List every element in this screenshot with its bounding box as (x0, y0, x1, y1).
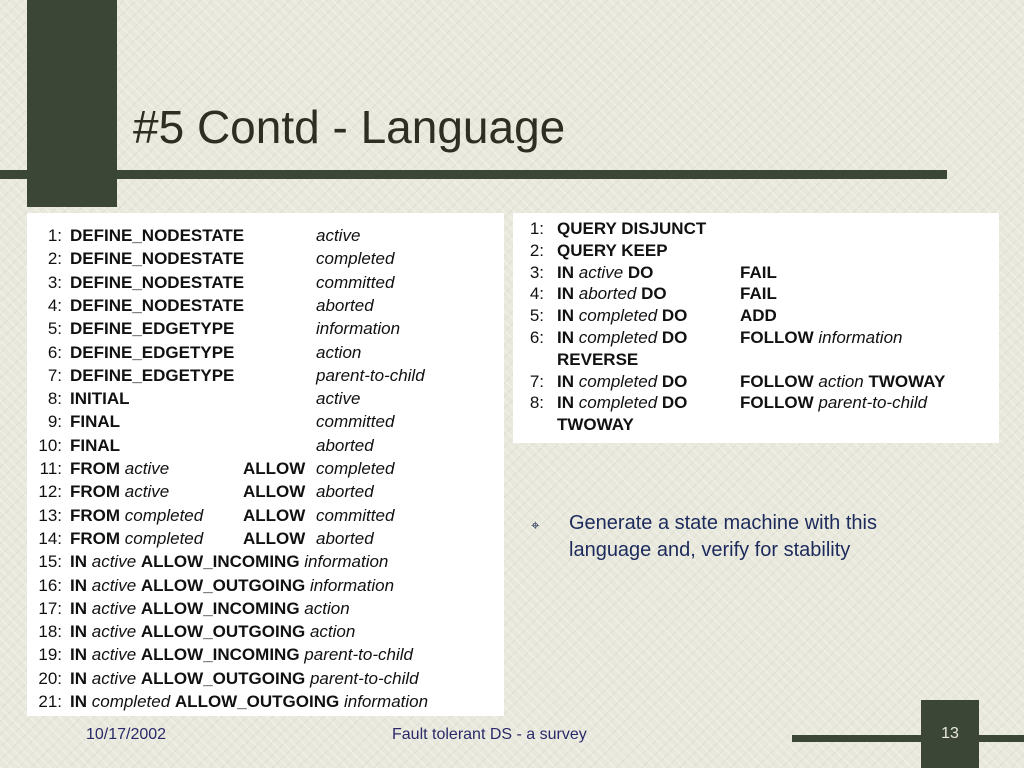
code-line (31, 528, 501, 550)
code-line (31, 621, 501, 643)
keyword: FROM (70, 505, 121, 525)
page-number: 13 (941, 725, 959, 742)
keyword: DO (661, 328, 688, 347)
statement-head (557, 371, 687, 393)
action (740, 392, 927, 414)
state-name: active (578, 262, 624, 282)
code-line (31, 248, 501, 270)
line-number: 8: (47, 389, 62, 409)
argument: committed (316, 272, 395, 292)
line-number: 4: (47, 295, 62, 315)
keyword: REVERSE (557, 349, 639, 369)
code-line (31, 388, 501, 410)
state-name: completed (124, 528, 204, 548)
code-line (31, 575, 501, 597)
edge-type: information (818, 328, 903, 347)
keyword: FAIL (740, 262, 777, 282)
keyword: FOLLOW (740, 328, 814, 347)
statement-head (70, 528, 203, 550)
statement-head (557, 305, 687, 327)
argument: aborted (316, 295, 374, 315)
keyword: DEFINE_NODESTATE (70, 295, 245, 315)
state-name: active (124, 459, 170, 478)
keyword: FINAL (70, 435, 121, 455)
argument: aborted (316, 435, 374, 455)
code-line (31, 342, 501, 364)
argument: parent-to-child (304, 645, 413, 665)
state-name: completed (124, 505, 204, 525)
edge-type: parent-to-child (818, 393, 928, 413)
keyword: DO (661, 306, 688, 326)
argument: active (316, 389, 361, 409)
keyword: DEFINE_EDGETYPE (70, 365, 235, 385)
argument: action (304, 598, 350, 618)
argument: information (304, 552, 389, 572)
code-line (513, 262, 997, 284)
keyword: FOLLOW (740, 371, 814, 391)
statement-head (70, 551, 388, 573)
line-number: 5: (47, 319, 62, 339)
keyword: IN (557, 371, 574, 391)
state-name: active (91, 622, 137, 642)
keyword: IN (557, 284, 574, 304)
keyword: IN (70, 575, 87, 595)
code-line (31, 551, 501, 573)
keyword: ALLOW_INCOMING (140, 645, 300, 665)
statement-head (70, 644, 413, 666)
statement-head (70, 458, 169, 480)
line-number: 9: (47, 412, 62, 432)
keyword: TWOWAY (868, 371, 946, 391)
code-line (513, 240, 997, 262)
argument: parent-to-child (309, 668, 419, 688)
code-line (513, 371, 997, 393)
line-number: 3: (529, 262, 544, 282)
statement-head (557, 327, 687, 349)
code-line (31, 411, 501, 433)
statement-head (557, 262, 653, 284)
code-line (513, 218, 997, 240)
keyword: DO (641, 284, 667, 304)
statement-head (70, 248, 244, 270)
keyword: ADD (740, 306, 777, 326)
code-line (513, 414, 997, 436)
argument: aborted (316, 482, 374, 502)
code-line (513, 327, 997, 349)
state-name: completed (578, 328, 658, 347)
statement-head (70, 691, 428, 713)
keyword: ALLOW (243, 528, 306, 548)
statement-head (70, 411, 120, 433)
code-line (31, 435, 501, 457)
keyword: IN (70, 692, 87, 711)
state-name: completed (578, 393, 658, 413)
line-number: 15: (38, 552, 62, 572)
statement-head (70, 225, 244, 247)
code-line (31, 225, 501, 247)
line-number: 21: (38, 692, 62, 711)
line-number: 20: (38, 668, 62, 688)
state-name: aborted (578, 284, 637, 304)
statement-head (70, 481, 169, 503)
argument: active (316, 226, 361, 245)
line-number: 18: (38, 622, 62, 642)
footer-title: Fault tolerant DS - a survey (392, 726, 587, 743)
argument: completed (316, 249, 395, 269)
keyword: DO (661, 371, 688, 391)
keyword: DEFINE_NODESTATE (70, 249, 245, 269)
action (740, 327, 903, 349)
query-listing (513, 213, 999, 443)
line-number: 2: (47, 249, 62, 269)
keyword: ALLOW_INCOMING (140, 552, 300, 572)
state-name: active (91, 668, 137, 688)
keyword: TWOWAY (557, 415, 634, 435)
statement-head (557, 349, 638, 371)
argument: parent-to-child (316, 365, 425, 385)
keyword: ALLOW_OUTGOING (140, 575, 306, 595)
statement-head (70, 435, 120, 457)
line-number: 17: (38, 598, 62, 618)
code-line (31, 505, 501, 527)
keyword: FROM (70, 482, 121, 502)
title-rule (0, 170, 947, 179)
code-line (513, 349, 997, 371)
line-number: 7: (47, 365, 62, 385)
slide-title: #5 Contd - Language (133, 101, 566, 153)
keyword: ALLOW (243, 482, 306, 502)
state-name: active (124, 482, 170, 502)
statement-head (70, 272, 244, 294)
bullet-square-icon: ⌖ (531, 517, 540, 534)
bullet-text: Generate a state machine with this language and, verify for stability (569, 512, 877, 561)
line-number: 1: (529, 219, 544, 238)
keyword: DO (661, 393, 688, 413)
state-name: completed (578, 306, 658, 326)
code-line (513, 283, 997, 305)
keyword: IN (70, 645, 87, 665)
keyword: DEFINE_EDGETYPE (70, 319, 235, 339)
action (740, 371, 945, 393)
keyword: ALLOW_OUTGOING (174, 692, 340, 711)
keyword: FAIL (740, 284, 777, 304)
code-line (31, 691, 501, 713)
code-line (513, 305, 997, 327)
line-number: 4: (529, 284, 544, 304)
keyword: ALLOW (243, 505, 306, 525)
state-name: completed (578, 371, 658, 391)
statement-head (70, 318, 234, 340)
keyword: ALLOW_OUTGOING (140, 622, 306, 642)
code-line (31, 668, 501, 690)
keyword: QUERY DISJUNCT (557, 219, 707, 238)
code-line (31, 481, 501, 503)
argument: committed (316, 505, 395, 525)
footer-rule (792, 735, 1024, 742)
code-line (31, 318, 501, 340)
code-line (31, 295, 501, 317)
keyword: ALLOW_INCOMING (140, 598, 300, 618)
state-name: completed (91, 692, 171, 711)
keyword: ALLOW_OUTGOING (140, 668, 306, 688)
line-number: 6: (529, 328, 544, 347)
keyword: IN (557, 328, 574, 347)
code-line (31, 458, 501, 480)
footer-date: 10/17/2002 (86, 726, 167, 743)
keyword: QUERY KEEP (557, 240, 668, 260)
argument: completed (316, 459, 395, 478)
statement-head (70, 388, 130, 410)
line-number: 3: (47, 272, 62, 292)
state-name: active (91, 575, 137, 595)
code-line (31, 365, 501, 387)
line-number: 5: (529, 306, 544, 326)
statement-head (70, 365, 234, 387)
keyword: ALLOW (243, 459, 306, 478)
state-name: active (91, 598, 137, 618)
statement-head (557, 283, 667, 305)
line-number: 14: (38, 528, 62, 548)
keyword: FROM (70, 528, 121, 548)
keyword: INITIAL (70, 389, 130, 409)
statement-head (70, 598, 350, 620)
keyword: FINAL (70, 412, 121, 432)
line-number: 7: (529, 371, 544, 391)
statement-head (70, 505, 203, 527)
line-number: 12: (38, 482, 62, 502)
line-number: 19: (38, 645, 62, 665)
statement-head (70, 295, 244, 317)
argument: action (316, 342, 362, 362)
line-number: 2: (529, 240, 544, 260)
line-number: 10: (38, 435, 62, 455)
argument: committed (316, 412, 395, 432)
state-name: active (91, 552, 137, 572)
state-name: active (91, 645, 137, 665)
line-number: 8: (529, 393, 544, 413)
statement-head (70, 621, 355, 643)
line-number: 6: (47, 342, 62, 362)
keyword: IN (70, 598, 87, 618)
statement-head (70, 668, 419, 690)
keyword: IN (70, 622, 87, 642)
state-definition-listing (27, 213, 504, 716)
keyword: IN (557, 393, 574, 413)
action (740, 283, 777, 305)
edge-type: action (818, 371, 864, 391)
code-line (31, 644, 501, 666)
code-line (31, 598, 501, 620)
keyword: IN (70, 668, 87, 688)
action (740, 262, 777, 284)
keyword: IN (557, 306, 574, 326)
argument: aborted (316, 528, 374, 548)
statement-head (70, 575, 394, 597)
argument: action (309, 622, 356, 642)
code-line (31, 272, 501, 294)
keyword: DEFINE_NODESTATE (70, 272, 245, 292)
keyword: DEFINE_NODESTATE (70, 226, 245, 245)
statement-head (557, 392, 687, 414)
keyword: IN (70, 552, 87, 572)
keyword: FOLLOW (740, 393, 814, 413)
statement-head (557, 240, 668, 262)
statement-head (557, 414, 634, 436)
keyword: FROM (70, 459, 121, 478)
keyword: IN (557, 262, 574, 282)
argument: information (316, 319, 401, 339)
keyword: DEFINE_EDGETYPE (70, 342, 235, 362)
statement-head (557, 218, 706, 240)
statement-head (70, 342, 234, 364)
line-number: 13: (38, 505, 62, 525)
argument: information (309, 575, 395, 595)
keyword: DO (627, 262, 654, 282)
code-line (513, 392, 997, 414)
line-number: 11: (39, 459, 62, 478)
line-number: 1: (47, 226, 62, 245)
action (740, 305, 777, 327)
argument: information (343, 692, 429, 711)
line-number: 16: (38, 575, 62, 595)
